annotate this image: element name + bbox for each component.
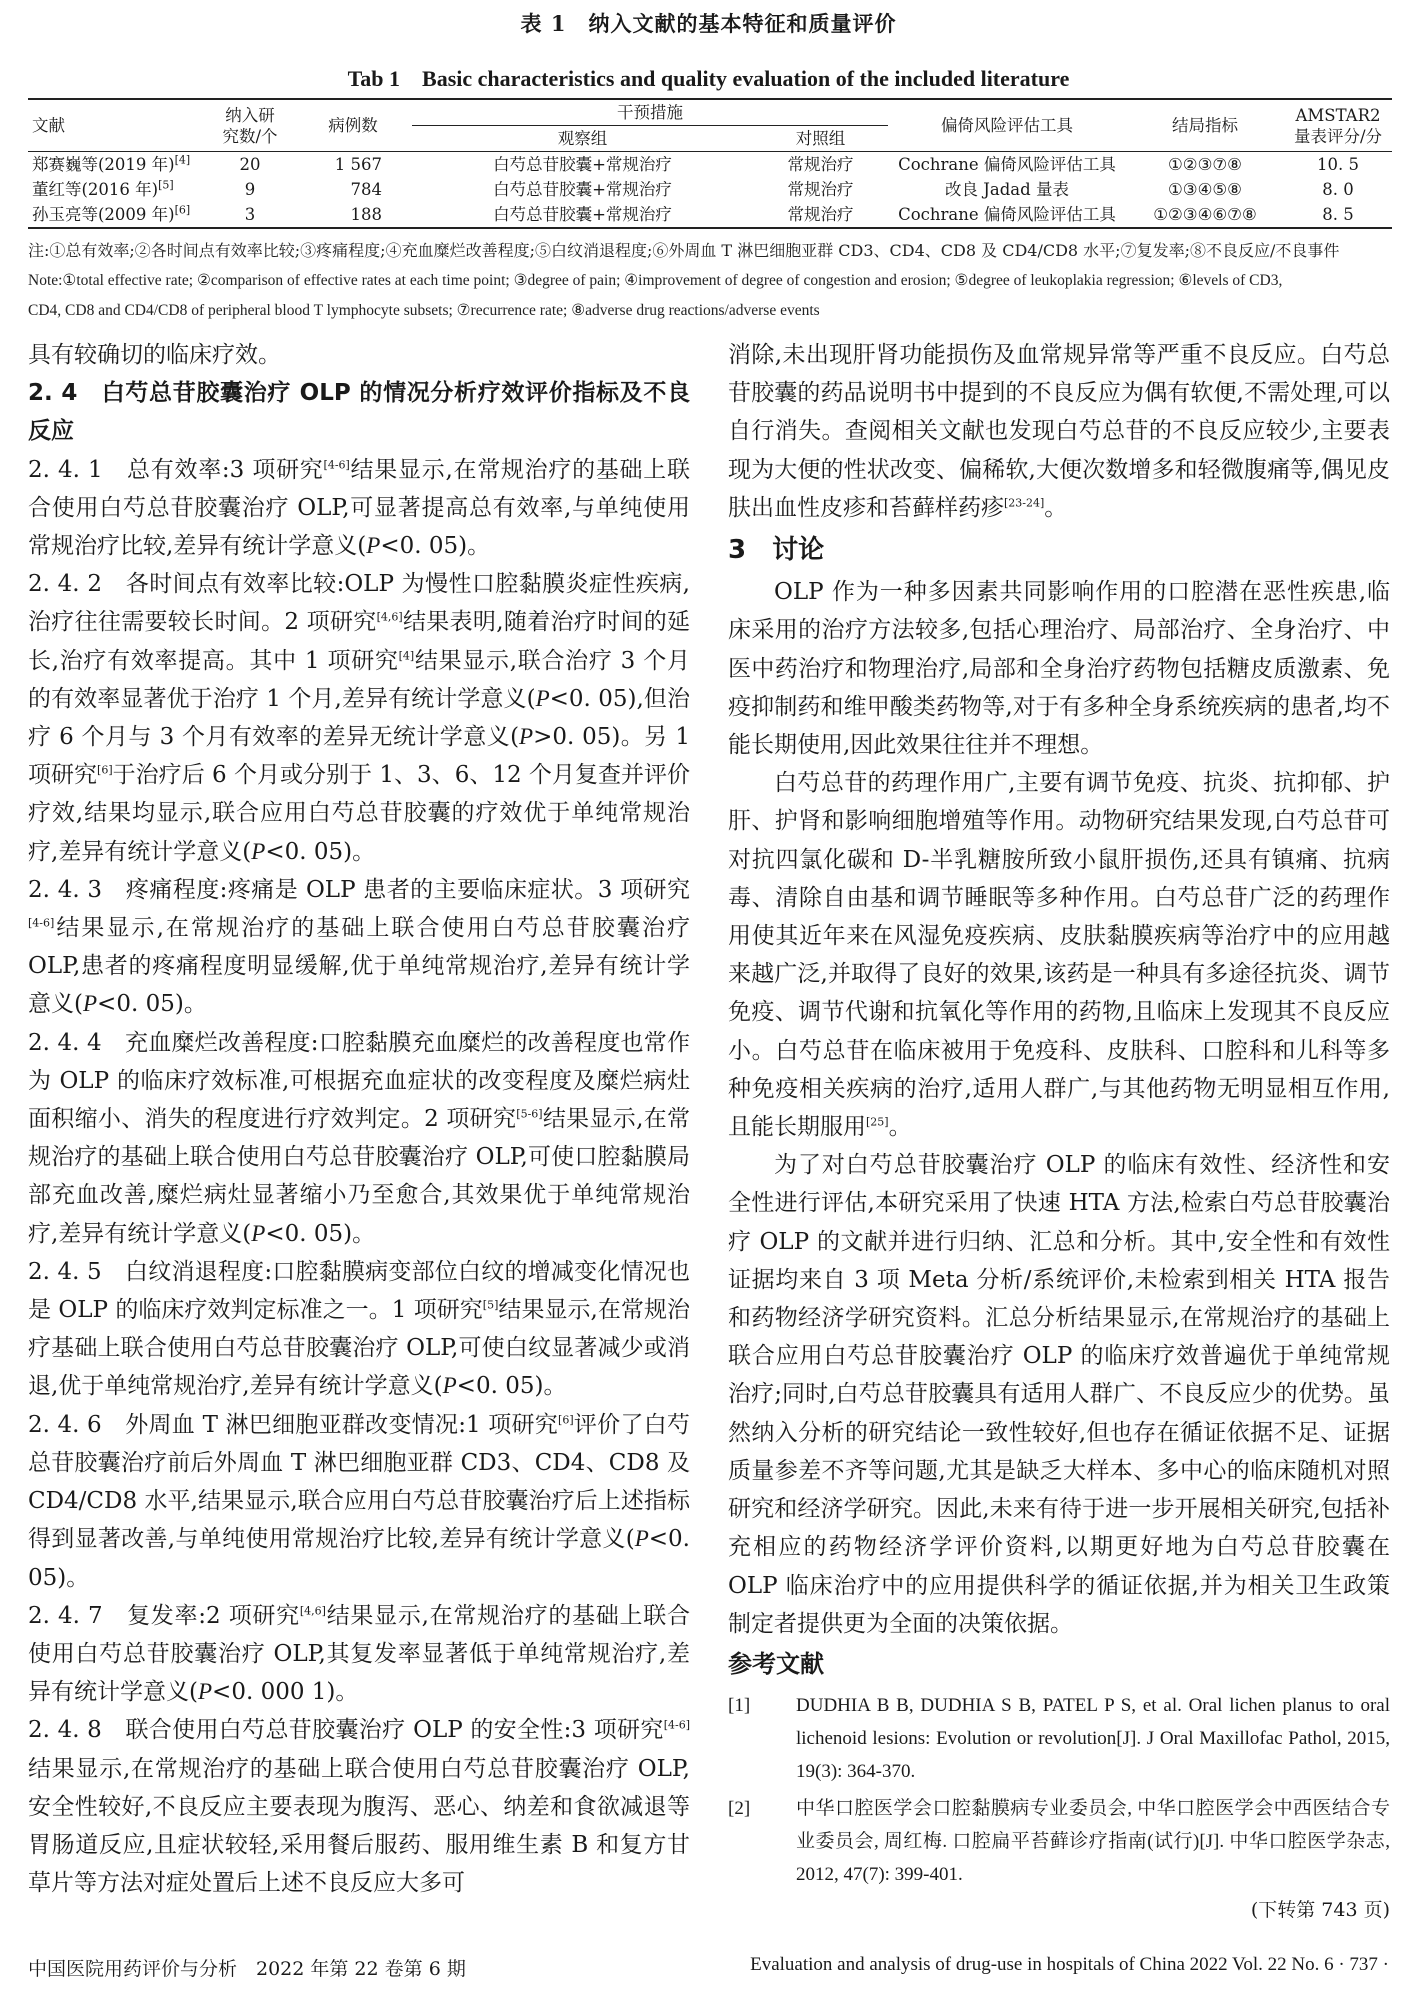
cell-score: 10. 5 [1317, 155, 1359, 174]
cell-n: 20 [239, 155, 261, 174]
paragraph-continued: 消除,未出现肝肾功能损伤及血常规异常等严重不良反应。白芍总苷胶囊的药品说明书中提到的不良反应为偶有软便,不需处理,可以自行消失。查阅相关文献也发现白芍总苷的不良反应较少,主要表现为大便的性状改变、偏稀软,大便次数增多和轻微腹痛等,偶见皮肤出血性皮疹和苔藓样药疹[23-24]。 [728, 342, 1390, 521]
cell-obs: 白芍总苷胶囊+常规治疗 [493, 155, 672, 174]
cell-tool: Cochrane 偏倚风险评估工具 [898, 155, 1116, 174]
col-intervention: 干预措施 [412, 99, 888, 126]
section-2-4-5: 2. 4. 5 白纹消退程度:口腔黏膜病变部位白纹的增减变化情况也是 OLP 的临床疗效判定标准之一。1 项研究[5]结果显示,在常规治疗基础上联合使用白芍总苷胶囊治疗 OLP,可使白纹显著减少或消退,优于单纯常规治疗,差异有统计学意义(P<0. 05)。 [28, 1258, 690, 1400]
paragraph: 具有较确切的临床疗效。 [28, 342, 281, 368]
cell-cases: 188 [294, 202, 412, 228]
cell-obs: 白芍总苷胶囊+常规治疗 [493, 180, 672, 199]
cell-ctrl: 常规治疗 [787, 180, 854, 199]
cell-tool: Cochrane 偏倚风险评估工具 [888, 202, 1126, 228]
table-note-en-2: CD4, CD8 and CD4/CD8 of peripheral blood T lymphocyte subsets; ⑦recurrence rate; ⑧adverse drug reactions/adverse events [28, 302, 820, 319]
section-2-4-1: 2. 4. 1 总有效率:3 项研究[4-6]结果显示,在常规治疗的基础上联合使用白芍总苷胶囊治疗 OLP,可显著提高总有效率,与单纯使用常规治疗比较,差异有统计学意义(P<0. 05)。 [28, 456, 690, 560]
cell-cases: 1 567 [334, 155, 382, 174]
footer-journal-cn: 中国医院用药评价与分析 2022 年第 22 卷第 6 期 [28, 1958, 466, 1980]
col-cases: 病例数 [294, 99, 412, 152]
footer-journal-en: Evaluation and analysis of drug-use in hospitals of China 2022 Vol. 22 No. 6 · 737 · [750, 1954, 1389, 1975]
cell-outcomes: ①②③⑦⑧ [1168, 155, 1242, 174]
cell-outcomes: ①③④⑤⑧ [1168, 180, 1242, 199]
table-row [28, 202, 1392, 228]
section-2-4-2: 2. 4. 2 各时间点有效率比较:OLP 为慢性口腔黏膜炎症性疾病,治疗往往需要较长时间。2 项研究[4,6]结果表明,随着治疗时间的延长,治疗有效率提高。其中 1 项研究[4]结果显示,联合治疗 3 个月的有效率显著优于治疗 1 个月,差异有统计学意义(P<0. 05),但治疗 6 个月与 3 个月有效率的差异无统计学意义(P>0. 05)。另 1 项研究[6]于治疗后 6 个月或分别于 1、3、6、12 个月复查并评价疗效,结果均显示,联合应用白芍总苷胶囊的疗效优于单纯常规治疗,差异有统计学意义(P<0. 05)。 [28, 571, 691, 865]
cell-obs: 白芍总苷胶囊+常规治疗 [412, 202, 753, 228]
left-column [28, 336, 690, 1902]
col-amstar: AMSTAR2 量表评分/分 [1284, 99, 1392, 152]
discussion-paragraph-2: 白芍总苷的药理作用广,主要有调节免疫、抗炎、抗抑郁、护肝、护肾和影响细胞增殖等作用。动物研究结果发现,白芍总苷可对抗四氯化碳和 D-半乳糖胺所致小鼠肝损伤,还具有镇痛、抗病毒、清除自由基和调节睡眠等多种作用。白芍总苷广泛的药理作用使其近年来在风湿免疫疾病、皮肤黏膜疾病等治疗中的应用越来越广泛,并取得了良好的效果,该药是一种具有多途径抗炎、调节免疫、调节代谢和抗氧化等作用的药物,且临床上发现其不良反应小。白芍总苷在临床被用于免疫科、皮肤科、口腔科和儿科等多种免疫相关疾病的治疗,适用人群广,与其他药物无明显相互作用,且能长期服用[25]。 [728, 770, 1390, 1141]
section-2-4-6: 2. 4. 6 外周血 T 淋巴细胞亚群改变情况:1 项研究[6]评价了白芍总苷胶囊治疗前后外周血 T 淋巴细胞亚群 CD3、CD4、CD8 及 CD4/CD8 水平,结果显示,联合应用白芍总苷胶囊治疗后上述指标得到显著改善,与单纯使用常规治疗比较,差异有统计学意义(P<0. 05)。 [28, 1411, 690, 1591]
cell-score: 8. 0 [1322, 180, 1354, 199]
cell-n: 3 [206, 202, 294, 228]
right-column [728, 336, 1390, 1925]
cell-ctrl: 常规治疗 [787, 155, 854, 174]
col-outcomes: 结局指标 [1126, 99, 1284, 152]
discussion-paragraph-1: OLP 作为一种多因素共同影响作用的口腔潜在恶性疾患,临床采用的治疗方法较多,包括心理治疗、局部治疗、全身治疗、中医中药治疗和物理治疗,局部和全身治疗药物包括糖皮质激素、免疫抑制药和维甲酸类药物等,对于有多种全身系统疾病的患者,均不能长期使用,因此效果往往并不理想。 [728, 579, 1390, 759]
table-note-en-1: Note:①total effective rate; ②comparison of effective rates at each time point; ③degree of pain; ④improvement of degree of congestion and erosion; ⑤degree of leukoplakia regression; ⑥levels of CD3, [28, 272, 1283, 289]
section-2-4-3: 2. 4. 3 疼痛程度:疼痛是 OLP 患者的主要临床症状。3 项研究[4-6]结果显示,在常规治疗的基础上联合使用白芍总苷胶囊治疗 OLP,患者的疼痛程度明显缓解,优于单纯常规治疗,差异有统计学意义(P<0. 05)。 [28, 876, 690, 1018]
cell-outcomes: ①②③④⑥⑦⑧ [1126, 202, 1284, 228]
section-heading-2-4: 2. 4 白芍总苷胶囊治疗 OLP 的情况分析疗效评价指标及不良反应 [28, 380, 690, 445]
section-2-4-7: 2. 4. 7 复发率:2 项研究[4,6]结果显示,在常规治疗的基础上联合使用白芍总苷胶囊治疗 OLP,其复发率显著低于单纯常规治疗,差异有统计学意义(P<0. 000 1)。 [28, 1602, 690, 1706]
cell-lit: 孙玉亮等(2009 年)[6] [28, 202, 206, 228]
table-note-cn: 注:①总有效率;②各时间点有效率比较;③疼痛程度;④充血糜烂改善程度;⑤白纹消退程度;⑥外周血 T 淋巴细胞亚群 CD3、CD4、CD8 及 CD4/CD8 水平;⑦复发率;⑧不良反应/不良事件 [28, 241, 1340, 260]
discussion-paragraph-3: 为了对白芍总苷胶囊治疗 OLP 的临床有效性、经济性和安全性进行评估,本研究采用了快速 HTA 方法,检索白芍总苷胶囊治疗 OLP 的文献并进行归纳、汇总和分析。其中,安全性和有效性证据均来自 3 项 Meta 分析/系统评价,未检索到相关 HTA 报告和药物经济学研究资料。汇总分析结果显示,在常规治疗的基础上联合应用白芍总苷胶囊治疗 OLP 的临床疗效普遍优于单纯常规治疗;同时,白芍总苷胶囊具有适用人群广、不良反应少的优势。虽然纳入分析的研究结论一致性较好,但也存在循证依据不足、证据质量参差不齐等问题,尤其是缺乏大样本、多中心的临床随机对照研究和经济学研究。因此,未来有待于进一步开展相关研究,包括补充相应的药物经济学评价资料,以期更好地为白芍总苷胶囊在 OLP 临床治疗中的应用提供科学的循证依据,并为相关卫生政策制定者提供更为全面的决策依据。 [728, 1152, 1390, 1637]
col-ctrl-group: 对照组 [753, 126, 888, 152]
cell-n: 9 [244, 180, 256, 199]
col-obs-group: 观察组 [412, 126, 753, 152]
reference-item: [2] 中华口腔医学会口腔黏膜病专业委员会, 中华口腔医学会中西医结合专业委员会, 周红梅. 口腔扁平苔藓诊疗指南(试行)[J]. 中华口腔医学杂志, 2012, 47(7): 399-401. [728, 1798, 1390, 1886]
cell-ctrl: 常规治疗 [753, 202, 888, 228]
col-n-studies: 纳入研 究数/个 [206, 99, 294, 152]
references-heading: 参考文献 [728, 1649, 824, 1678]
reference-item: [1] DUDHIA B B, DUDHIA S B, PATEL P S, et al. Oral lichen planus to oral lichenoid lesions: Evolution or revolution[J]. J Oral Maxillofac Pathol, 2015, 19(3): 364-370. [728, 1695, 1390, 1783]
table-title-cn: 表 1 纳入文献的基本特征和质量评价 [520, 11, 897, 36]
continued-note: (下转第 743 页) [1250, 1899, 1390, 1922]
cell-tool: 改良 Jadad 量表 [945, 180, 1069, 199]
cell-score: 8. 5 [1284, 202, 1392, 228]
col-bias-tool: 偏倚风险评估工具 [888, 99, 1126, 152]
literature-table [28, 98, 1392, 229]
table-row [28, 152, 1392, 178]
table-row [28, 177, 1392, 202]
col-literature: 文献 [28, 99, 206, 152]
section-2-4-8: 2. 4. 8 联合使用白芍总苷胶囊治疗 OLP 的安全性:3 项研究[4-6]结果显示,在常规治疗的基础上联合使用白芍总苷胶囊治疗 OLP,安全性较好,不良反应主要表现为腹泻、恶心、纳差和食欲减退等胃肠道反应,且症状较轻,采用餐后服药、服用维生素 B 和复方甘草片等方法对症处置后上述不良反应大多可 [28, 1717, 690, 1897]
cell-cases: 784 [350, 180, 382, 199]
cell-lit: 董红等(2016 年)[5] [32, 178, 174, 199]
table-title-en: Tab 1 Basic characteristics and quality evaluation of the included literature [347, 66, 1070, 91]
cell-lit: 郑赛巍等(2019 年)[4] [32, 153, 191, 174]
section-heading-3: 3 讨论 [728, 535, 825, 566]
section-2-4-4: 2. 4. 4 充血糜烂改善程度:口腔黏膜充血糜烂的改善程度也常作为 OLP 的临床疗效标准,可根据充血症状的改变程度及糜烂病灶面积缩小、消失的程度进行疗效判定。2 项研究[5-6]结果显示,在常规治疗的基础上联合使用白芍总苷胶囊治疗 OLP,可使口腔黏膜局部充血改善,糜烂病灶显著缩小乃至愈合,其效果优于单纯常规治疗,差异有统计学意义(P<0. 05)。 [28, 1029, 690, 1247]
